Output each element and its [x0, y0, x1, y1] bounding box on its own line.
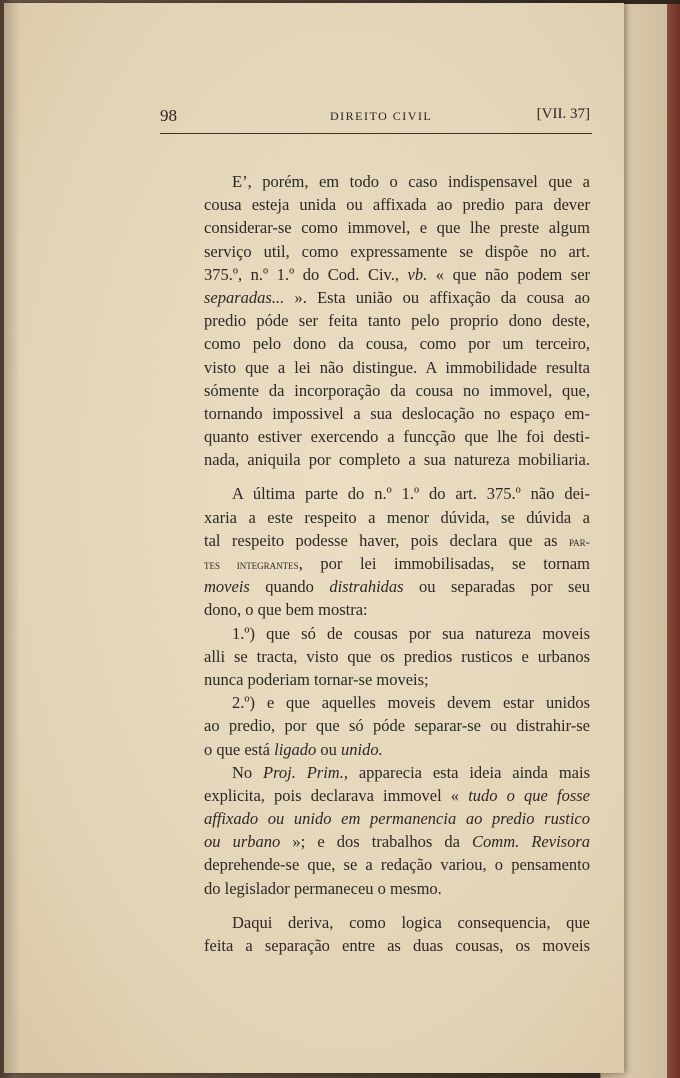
text-line: [204, 529, 590, 552]
text-line: A última parte do n.º 1.º do art. 375.º não dei-: [232, 484, 590, 504]
text-run: quando: [249, 577, 330, 597]
text-line: feita a separação entre as duas cousas, os moveis: [204, 936, 590, 955]
text-run: 375.º, n.º 1.º do Cod. Civ.,: [204, 264, 408, 284]
text-line: visto que a lei não distingue. A immobilidade resulta: [204, 357, 590, 377]
text-line: alli se tracta, visto que os predios rusticos e urbanos: [204, 646, 590, 666]
text-run: ». Esta união ou affixação da cousa ao: [284, 287, 590, 307]
text-line: [204, 263, 590, 286]
body-text: [204, 170, 590, 957]
text-line: E’, porém, em todo o caso indispensavel que a: [232, 172, 590, 191]
text-run: tal respeito podesse haver, pois declara que as: [204, 530, 569, 550]
running-title: DIREITO CIVIL: [330, 109, 433, 123]
text-line: quanto estiver exercendo a funcção que lhe foi desti-: [204, 427, 590, 447]
text-line: [204, 830, 590, 853]
text-run: »; e dos trabalhos da: [280, 832, 473, 852]
italic-run: ligado: [274, 739, 317, 759]
running-head: [160, 106, 592, 130]
smallcaps-run: tes integrantes: [204, 557, 299, 572]
page-number: 98: [160, 106, 177, 125]
text-line: ao predio, por que só póde separar-se ou distrahir-se: [204, 716, 590, 736]
text-line: sómente da incorporação da cousa no immovel, que,: [204, 380, 590, 400]
text-line: predio póde ser feita tanto pelo proprio dono deste,: [204, 311, 590, 331]
text-line: nada, aniquila por completo a sua natureza mobiliaria.: [204, 450, 590, 470]
text-line: [204, 738, 590, 761]
paragraph-gap: [204, 471, 590, 482]
page-gutter-shadow: [4, 3, 20, 1073]
text-line: [204, 552, 590, 575]
text-line: [204, 575, 590, 598]
text-run: No: [232, 762, 264, 782]
text-line: serviço util, como expressamente se dispõe no art.: [204, 241, 590, 261]
italic-run: ou urbano: [204, 832, 281, 852]
header-rule: [160, 133, 592, 134]
text-line: 2.º) e que aquelles moveis devem estar unidos: [232, 693, 590, 713]
section-reference: [VII. 37]: [536, 106, 590, 122]
italic-run: moveis: [204, 577, 250, 597]
text-line: [204, 784, 590, 807]
paragraph-gap: [204, 900, 590, 911]
text-run: o que está: [204, 739, 275, 759]
text-line: tornando impossivel a sua deslocação no espaço em-: [204, 403, 590, 423]
text-line: do legislador permaneceu o mesmo.: [204, 878, 442, 898]
text-line: como pelo dono da cousa, como por um terceiro,: [204, 334, 590, 354]
book-cover-edge: [667, 4, 680, 1078]
italic-run: Proj. Prim.: [263, 762, 344, 782]
text-run: ou separadas por seu: [403, 577, 591, 597]
text-run: ou: [316, 739, 342, 759]
italic-run: vb.: [407, 264, 428, 284]
text-line: deprehende-se que, se a redação variou, o pensamento: [204, 855, 590, 875]
text-run: explicita, pois declarava immovel «: [204, 785, 469, 805]
italic-run: distrahidas: [329, 577, 404, 597]
text-line: considerar-se como immovel, e que lhe preste algum: [204, 218, 590, 238]
italic-run: separadas...: [204, 287, 285, 307]
text-line: 1.º) que só de cousas por sua natureza moveis: [232, 623, 590, 643]
text-line: [204, 761, 590, 784]
italic-run: unido.: [341, 739, 383, 759]
text-line: [204, 286, 590, 309]
text-line: dono, o que bem mostra:: [204, 600, 368, 620]
smallcaps-run: par-: [568, 533, 590, 549]
italic-run: tudo o que fosse: [468, 785, 590, 805]
text-line: affixado ou unido em permanencia ao predio rustico: [204, 809, 590, 829]
text-run: , por lei immobilisadas, se tornam: [298, 554, 590, 573]
text-line: nunca poderiam tornar-se moveis;: [204, 669, 429, 689]
text-run: « que não podem ser: [427, 264, 591, 284]
text-line: xaria a este respeito a menor dúvida, se dúvida a: [204, 507, 590, 527]
text-run: , apparecia esta ideia ainda mais: [343, 762, 590, 782]
italic-run: Comm. Revisora: [472, 832, 590, 852]
text-line: cousa esteja unida ou affixada ao predio para dever: [204, 195, 590, 215]
text-line: Daqui deriva, como logica consequencia, que: [232, 912, 590, 932]
